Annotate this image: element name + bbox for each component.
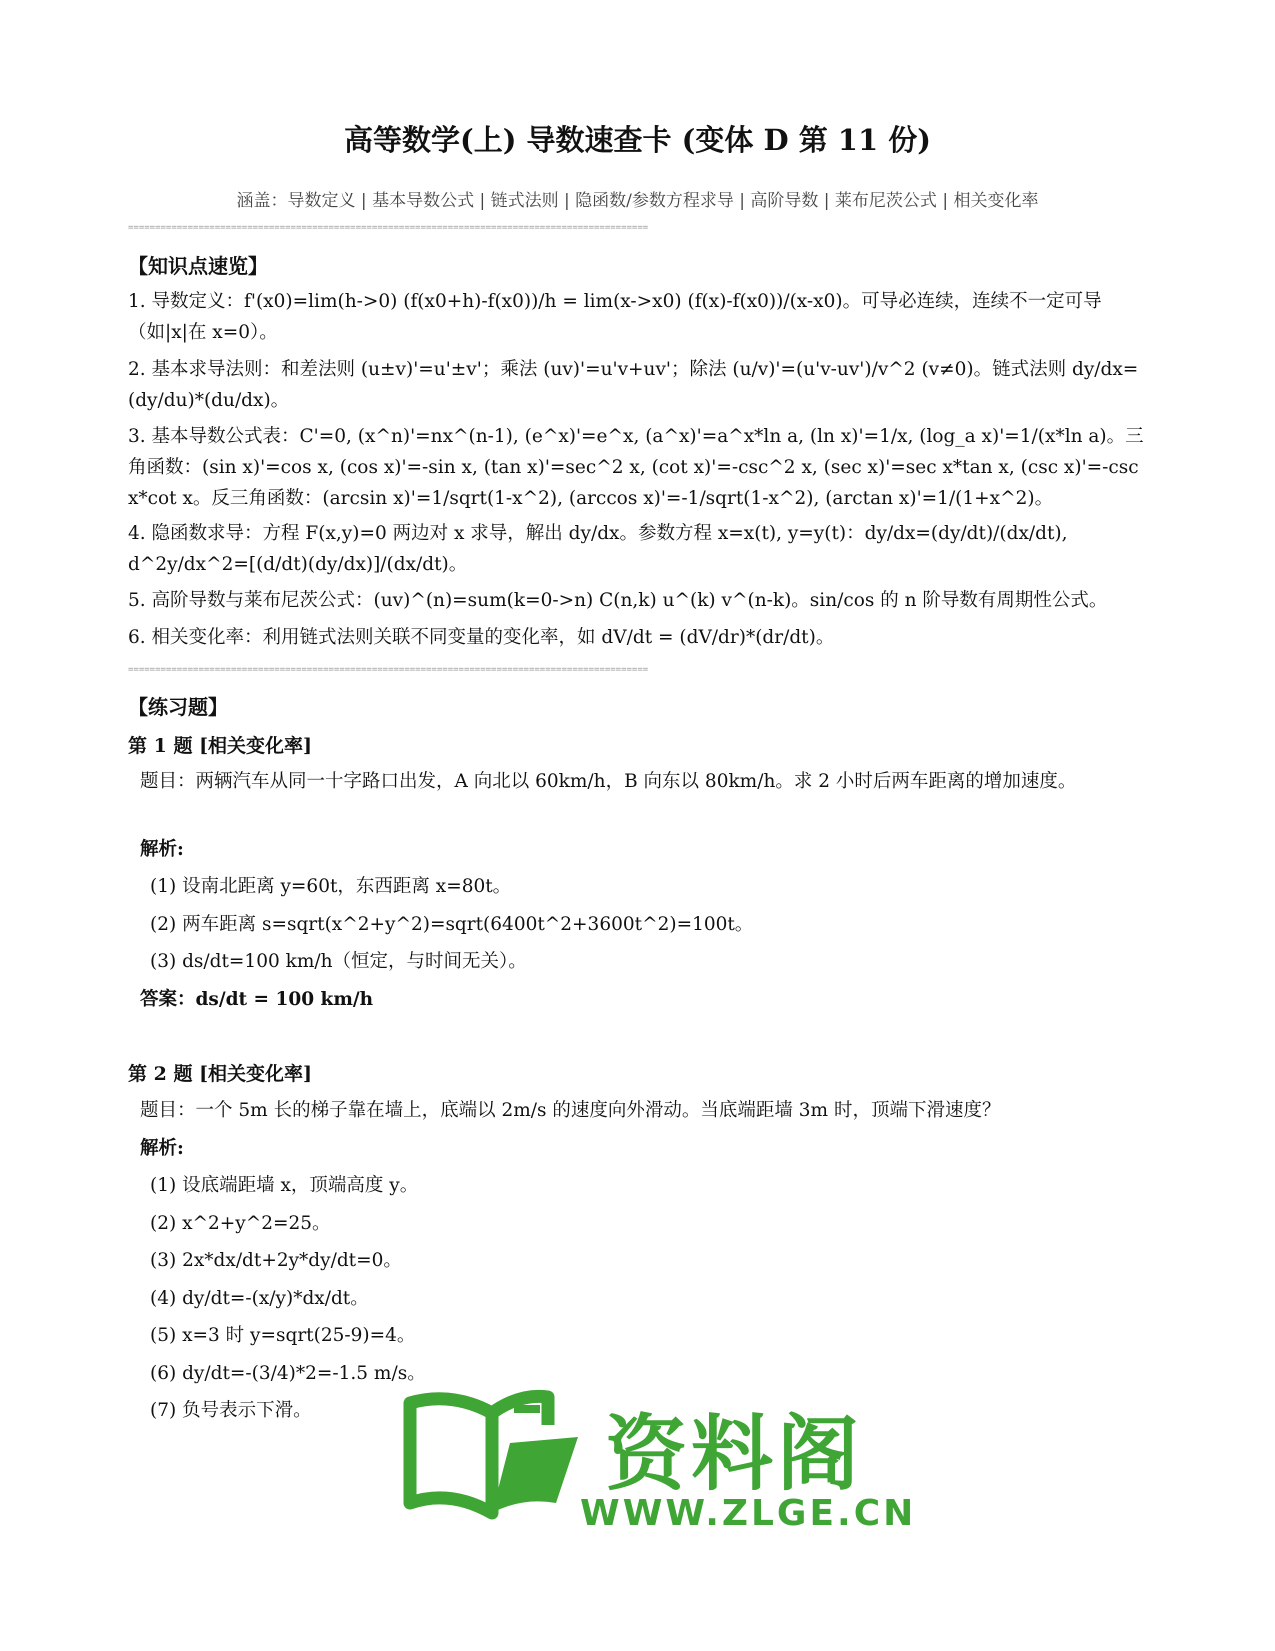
knowledge-heading: 【知识点速览】 <box>128 254 268 278</box>
knowledge-item: 4. 隐函数求导：方程 F(x,y)=0 两边对 x 求导，解出 dy/dx。参数方程 x=x(t), y=y(t)：dy/dx=(dy/dt)/(dx/dt), d^2y/dx^2=[(d/dt)(dy/dx)]/(dx/dt)。 <box>128 523 1068 575</box>
analysis-step: (2) 两车距离 s=sqrt(x^2+y^2)=sqrt(6400t^2+3600t^2)=100t。 <box>150 914 754 935</box>
analysis-label: 解析: <box>140 1138 184 1159</box>
practice-heading: 【练习题】 <box>128 695 228 719</box>
question-prompt: 题目：两辆汽车从同一十字路口出发，A 向北以 60km/h，B 向东以 80km/h。求 2 小时后两车距离的增加速度。 <box>140 771 1077 792</box>
analysis-step: (3) ds/dt=100 km/h（恒定，与时间无关）。 <box>150 951 527 972</box>
page-subtitle: 涵盖：导数定义 | 基本导数公式 | 链式法则 | 隐函数/参数方程求导 | 高阶导数 | 莱布尼茨公式 | 相关变化率 <box>236 191 1039 211</box>
open-book-icon <box>400 1385 590 1525</box>
page-title: 高等数学(上) 导数速查卡 (变体 D 第 11 份) <box>344 123 931 157</box>
analysis-step: (3) 2x*dx/dt+2y*dy/dt=0。 <box>150 1250 402 1271</box>
analysis-step: (4) dy/dt=-(x/y)*dx/dt。 <box>150 1288 369 1309</box>
analysis-step: (6) dy/dt=-(3/4)*2=-1.5 m/s。 <box>150 1363 426 1384</box>
question-title: 第 1 题 [相关变化率] <box>128 735 313 757</box>
knowledge-item: 1. 导数定义：f'(x0)=lim(h->0) (f(x0+h)-f(x0))/h = lim(x->x0) (f(x)-f(x0))/(x-x0)。可导必连续，连续不一定可导（如|x|在 x=0）。 <box>128 291 1102 343</box>
analysis-step: (2) x^2+y^2=25。 <box>150 1213 331 1234</box>
knowledge-item: 3. 基本导数公式表：C'=0, (x^n)'=nx^(n-1), (e^x)'=e^x, (a^x)'=a^x*ln a, (ln x)'=1/x, (log_a x)'=1/(x*ln a)。三角函数：(sin x)'=cos x, (cos x)'=-sin x, (tan x)'=sec^2 x, (cot x)'=-csc^2 x, (sec x)'=sec x*tan x, (csc x)'=-csc x*cot x。反三角函数：(arcsin x)'=1/sqrt(1-x^2), (arccos x)'=-1/sqrt(1-x^2), (arctan x)'=1/(1+x^2)。 <box>128 426 1144 509</box>
question-title: 第 2 题 [相关变化率] <box>128 1063 313 1085</box>
analysis-step: (1) 设底端距墙 x，顶端高度 y。 <box>150 1175 419 1196</box>
analysis-step: (1) 设南北距离 y=60t，东西距离 x=80t。 <box>150 876 512 897</box>
watermark-url: WWW.ZLGE.CN <box>580 1493 917 1534</box>
knowledge-item: 5. 高阶导数与莱布尼茨公式：(uv)^(n)=sum(k=0->n) C(n,k) u^(k) v^(n-k)。sin/cos 的 n 阶导数有周期性公式。 <box>128 590 1108 611</box>
analysis-step: (7) 负号表示下滑。 <box>150 1400 312 1421</box>
answer-text: 答案：ds/dt = 100 km/h <box>140 989 374 1010</box>
watermark <box>400 1385 917 1565</box>
knowledge-item: 6. 相关变化率：利用链式法则关联不同变量的变化率，如 dV/dt = (dV/dr)*(dr/dt)。 <box>128 627 835 648</box>
question-prompt: 题目：一个 5m 长的梯子靠在墙上，底端以 2m/s 的速度向外滑动。当底端距墙 3m 时，顶端下滑速度？ <box>140 1100 1001 1121</box>
separator-rule: ================================================================================================ <box>128 223 649 233</box>
watermark-name: 资料阁 <box>605 1407 864 1502</box>
analysis-step: (5) x=3 时 y=sqrt(25-9)=4。 <box>150 1325 416 1346</box>
separator-rule: ================================================================================================ <box>128 665 649 675</box>
knowledge-item: 2. 基本求导法则：和差法则 (u±v)'=u'±v'；乘法 (uv)'=u'v+uv'；除法 (u/v)'=(u'v-uv')/v^2 (v≠0)。链式法则 dy/dx=(dy/du)*(du/dx)。 <box>128 359 1139 411</box>
analysis-label: 解析: <box>140 839 184 860</box>
